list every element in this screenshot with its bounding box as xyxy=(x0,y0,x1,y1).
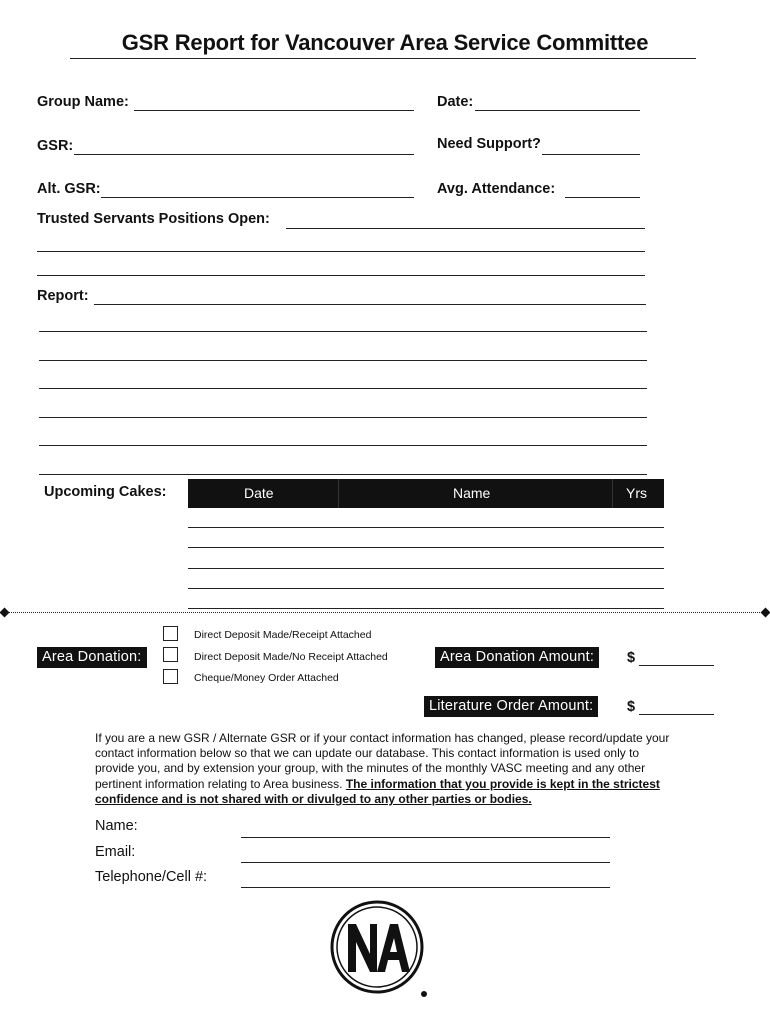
trusted-servants-label: Trusted Servants Positions Open: xyxy=(37,211,270,227)
notice-emphasis: The information that you provide is kept in the strictest confidence and is not shared with or divulged to any other parties or bodies. xyxy=(95,776,660,806)
cakes-column-yrs: Yrs xyxy=(626,485,647,501)
avg-attendance-field[interactable] xyxy=(565,197,640,198)
gsr-field[interactable] xyxy=(74,154,414,155)
contact-telephone-label: Telephone/Cell #: xyxy=(95,869,208,885)
contact-name-field[interactable] xyxy=(241,837,610,838)
group-name-label: Group Name: xyxy=(37,94,129,110)
cakes-row-line[interactable] xyxy=(188,568,664,569)
need-support-label: Need Support? xyxy=(437,136,541,152)
contact-telephone-field[interactable] xyxy=(241,887,610,888)
page-title: GSR Report for Vancouver Area Service Committee xyxy=(121,30,649,55)
date-label: Date: xyxy=(437,94,474,110)
upcoming-cakes-label: Upcoming Cakes: xyxy=(44,484,167,500)
group-name-field[interactable] xyxy=(134,110,414,111)
area-donation-amount-label: Area Donation Amount: xyxy=(435,647,599,668)
checkbox-receipt-attached[interactable] xyxy=(163,626,178,641)
checkbox-no-receipt[interactable] xyxy=(163,647,178,662)
contact-name-label: Name: xyxy=(95,818,138,834)
cakes-row-line[interactable] xyxy=(188,527,664,528)
cut-line xyxy=(6,612,762,613)
report-field[interactable] xyxy=(94,304,646,305)
trusted-servants-line[interactable] xyxy=(37,251,645,252)
currency-symbol: $ xyxy=(627,650,636,666)
report-label: Report: xyxy=(37,288,89,304)
contact-email-field[interactable] xyxy=(241,862,610,863)
currency-symbol: $ xyxy=(627,699,636,715)
report-line[interactable] xyxy=(39,445,647,446)
gsr-label: GSR: xyxy=(37,138,74,154)
cut-line-right-marker xyxy=(761,608,770,618)
area-donation-amount-field[interactable] xyxy=(639,665,714,666)
cakes-table-header xyxy=(188,479,664,508)
avg-attendance-label: Avg. Attendance: xyxy=(437,181,556,197)
area-donation-label: Area Donation: xyxy=(37,647,147,668)
option-cheque: Cheque/Money Order Attached xyxy=(194,672,339,684)
logo-registered-dot xyxy=(421,991,427,997)
report-line[interactable] xyxy=(39,360,647,361)
column-separator xyxy=(612,479,613,508)
contact-email-label: Email: xyxy=(95,844,136,860)
contact-notice xyxy=(95,731,680,807)
report-line[interactable] xyxy=(39,417,647,418)
alt-gsr-label: Alt. GSR: xyxy=(37,181,101,197)
checkbox-cheque[interactable] xyxy=(163,669,178,684)
cakes-column-name: Name xyxy=(453,485,491,501)
title-underline xyxy=(70,58,696,59)
report-line[interactable] xyxy=(39,388,647,389)
trusted-servants-field[interactable] xyxy=(286,228,645,229)
option-receipt-attached: Direct Deposit Made/Receipt Attached xyxy=(194,629,372,641)
cakes-row-line[interactable] xyxy=(188,547,664,548)
report-line[interactable] xyxy=(39,331,647,332)
literature-order-amount-label: Literature Order Amount: xyxy=(424,696,598,717)
need-support-field[interactable] xyxy=(542,154,640,155)
column-separator xyxy=(338,479,339,508)
date-field[interactable] xyxy=(475,110,640,111)
report-line[interactable] xyxy=(39,474,647,475)
alt-gsr-field[interactable] xyxy=(101,197,414,198)
literature-order-amount-field[interactable] xyxy=(639,714,714,715)
na-logo xyxy=(330,900,430,1000)
cakes-row-line[interactable] xyxy=(188,608,664,609)
cakes-column-date: Date xyxy=(244,485,274,501)
trusted-servants-line[interactable] xyxy=(37,275,645,276)
cakes-row-line[interactable] xyxy=(188,588,664,589)
notice-text: If you are a new GSR / Alternate GSR or if your contact information has changed, please record/update your contact information below so that we can update our database. This contact information is used only to provide you, and by extension your group, with the minutes of the monthly VASC meeting and any other pertinent information relating to Area business. xyxy=(95,731,670,791)
option-no-receipt: Direct Deposit Made/No Receipt Attached xyxy=(194,651,388,663)
